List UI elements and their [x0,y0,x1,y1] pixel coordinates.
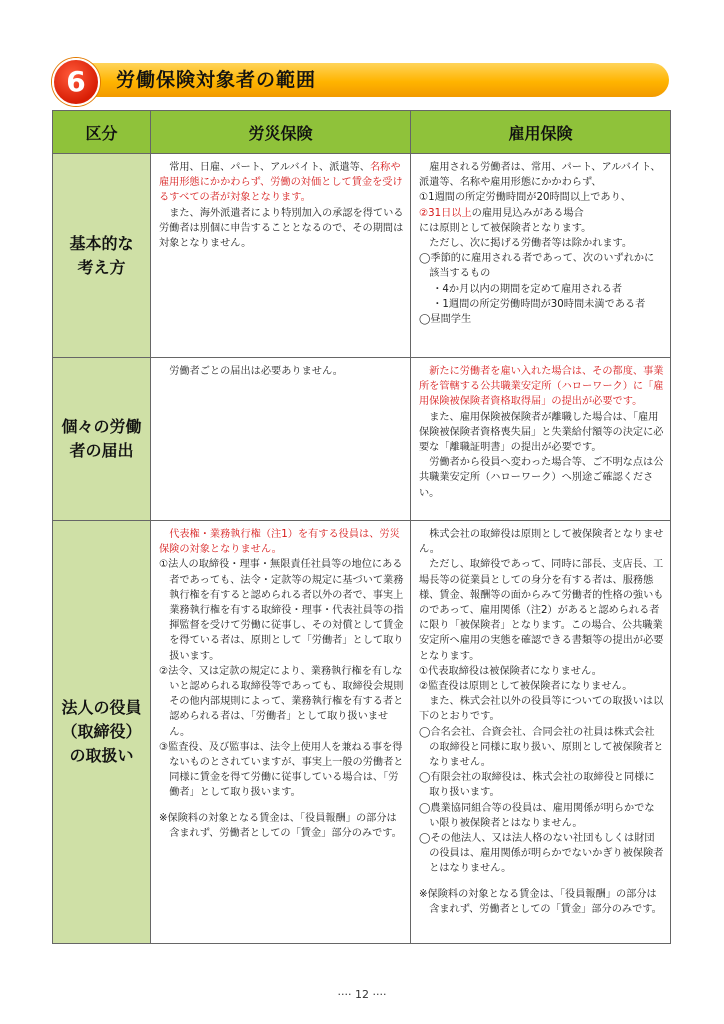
exception-item: ◯季節的に雇用される者であって、次のいずれかに該当するもの [419,253,655,280]
section-title: 労働保険対象者の範囲 [116,69,317,91]
highlight-paragraph: 代表権・業務執行権（注1）を有する役員は、労災保険の対象となりません。 [159,529,400,556]
list-item: ①代表取締役は被保険者になりません。 [419,665,602,677]
paragraph: ただし、取締役であって、同時に部長、支店長、工場長等の従業員としての身分を有する者は、服務態様、賃金、報酬等の面からみて労働者的性格の強いものであって、雇用関係（注2）があると認められる者に限り「被保険者」となります。この場合、公共職業安定所へ雇用の実態を確認できる書類等の提出が必要となります。 [419,559,664,662]
text: 常用、日雇、パート、アルバイト、派遣等、 [169,162,370,173]
list-item: ◯農業協同組合等の役員は、雇用関係が明らかでない限り被保険者とはなりません。 [419,802,655,829]
paragraph: また、海外派遣者により特別加入の承認を得ている労働者は別個に申告することとなるので、その期間は対象となりません。 [159,207,404,250]
table-header-row [53,111,671,154]
header-rosai: 労災保険 [151,111,411,154]
exception-intro: ただし、次に掲げる労働者等は除かれます。 [429,238,633,250]
highlight-text: ②31日以上 [419,207,472,219]
text: の雇用見込みがある場合 [471,207,584,219]
condition-1: ①1週間の所定労働時間が20時間以上であり、 [419,192,631,204]
header-koyo: 雇用保険 [411,111,671,154]
highlight-paragraph: 新たに労働者を雇い入れた場合は、その都度、事業所を管轄する公共職業安定所（ハローワーク）に「雇用保険被保険者資格取得届」の提出が必要です。 [419,366,664,408]
category-officers: 法人の役員 （取締役） の取扱い [53,521,151,944]
highlight-text: 名称や雇用形態にかかわらず、労働の対価として賃金を受けるすべての者が対象となります。 [159,162,403,204]
koyo-officers [411,521,671,944]
section-number-badge: 6 [52,58,100,106]
koyo-basic [411,154,671,358]
exception-subitem: ・1週間の所定労働時間が30時間未満である者 [432,298,646,310]
note: ※保険料の対象となる賃金は、「役員報酬」の部分は含まれず、労働者としての「賃金」部分のみです。 [419,888,662,915]
condition-3: には原則として被保険者となります。 [419,222,592,234]
exception-item: ◯昼間学生 [419,314,472,326]
list-item: ②法令、又は定款の規定により、業務執行権を有しないと認められる取締役等であっても、取締役会規則その他内部規則によって、業務執行権を有する者と認められる者は、「労働者」として取り扱いません。 [159,665,404,738]
category-basic: 基本的な 考え方 [53,154,151,358]
paragraph: また、雇用保険被保険者が離職した場合は、「雇用保険被保険者資格喪失届」と失業給付額等の決定に必要な「離職証明書」の提出が必要です。 [419,411,664,454]
rosai-basic [151,154,411,358]
page-number: ···· 12 ···· [337,988,387,1001]
list-item: ①法人の取締役・理事・無限責任社員等の地位にある者であっても、法令・定款等の規定に基づいて業務執行権を有すると認められる者以外の者で、事実上業務執行権を有する取締役・理事・代表社員等の指揮監督を受けて労働に従事し、その対償として賃金を得ている者は、原則として「労働者」として取り扱います。 [159,559,404,662]
rosai-notification [151,358,411,521]
paragraph: また、株式会社以外の役員等についての取扱いは以下のとおりです。 [419,696,664,723]
exception-subitem: ・4か月以内の期間を定めて雇用される者 [432,283,623,295]
section-header [52,58,669,102]
list-item: ◯有限会社の取締役は、株式会社の取締役と同様に取り扱います。 [419,772,655,799]
table-row-basic [53,154,671,358]
list-item: ◯その他法人、又は法人格のない社団もしくは財団の役員は、雇用関係が明らかでないかぎり被保険者とはなりません。 [419,833,664,875]
header-category: 区分 [53,111,151,154]
table-row-officers [53,521,671,944]
list-item: ②監査役は原則として被保険者になりません。 [419,681,633,693]
note: ※保険料の対象となる賃金は、「役員報酬」の部分は含まれず、労働者としての「賃金」部分のみです。 [159,812,402,839]
koyo-notification [411,358,671,521]
table-row-notification [53,358,671,521]
list-item: ③監査役、及び監事は、法令上使用人を兼ねる事を得ないものとされていますが、事実上一般の労働者と同様に賃金を得て労働に従事している場合は、「労働者」として取り扱います。 [159,741,404,799]
rosai-officers [151,521,411,944]
paragraph: 雇用される労働者は、常用、パート、アルバイト、派遣等、名称や雇用形態にかかわらず、 [419,162,661,189]
list-item: ◯合名会社、合資会社、合同会社の社員は株式会社の取締役と同様に取り扱い、原則として被保険者となりません。 [419,726,664,769]
condition-2 [419,206,664,221]
paragraph: 労働者ごとの届出は必要ありません。 [169,366,343,377]
paragraph: 労働者から役員へ変わった場合等、ご不明な点は公共職業安定所（ハローワーク）へ別途ご確認ください。 [419,457,664,499]
paragraph: 株式会社の取締役は原則として被保険者となりません。 [419,529,664,556]
paragraph [159,160,404,206]
category-notification: 個々の労働 者の届出 [53,358,151,521]
coverage-table [52,110,671,944]
